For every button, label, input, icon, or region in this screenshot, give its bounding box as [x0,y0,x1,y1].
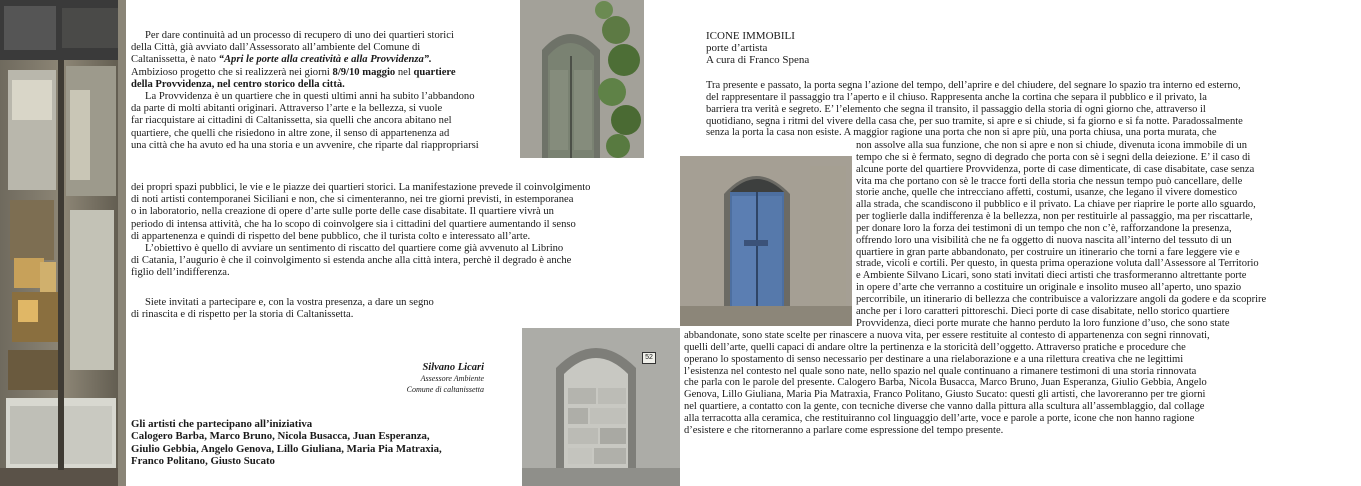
blue-door-photo [680,156,852,326]
article-text-bottom: abbandonate, sono state scelte per rinascere a nuova vita, per essere restituite al contesto di appartenenza con segni rinnovati, quelli dell’arte, quelli capaci di andare oltre la pertinenza e la storicità dell’oggetto. Attraverso pratiche e procedure che operano lo spostamento di senso necessario per destinare a una rielaborazione e a una rilettura creativa che ne legittimi l’esistenza nel contesto nel quale sono nate, nello spazio nel quale continuano a rimanere testimoni di una storia rinnovata che parla con le parole del presente. Calogero Barba, Nicola Busacca, Marco Bruno, Juan Esperanza, Giulio Gebbia, Angelo Genova, Lillo Giuliana, Maria Pia Matraxia, Franco Politano, Giusto Sucato: questi gli artisti, che lavoreranno per tre giorni nel quartiere, a contatto con la gente, con tecniche diverse che vanno dalla pittura alla scultura all’assemblaggio, dal collage alla terracotta alla ceramica, che restituiranno col linguaggio dell’arte, voce e parole a porte, icone che non hanno ragione d’esistere e che ritorneranno a parlare come espressione del tempo presente. [684,330,1210,436]
article-subtitle: porte d’artista [706,42,768,54]
signature-role: Assessore Ambiente [420,374,484,383]
signature-office: Comune di caltanissetta [406,385,484,394]
article-text-wrap: non assolve alla sua funzione, che non si apre e non si chiude, divenuta icona immobile di un tempo che si è fermato, segno di degrado che porta con sè i segni della deiezione. E’ il caso di alcune porte del quartiere Provvidenza, porte di case dimenticate, di case disabitate, case senza vita ma che portano con sè le tracce forti della storia che nessun tempo può cancellare, delle storie anche, quelle che intrecciano affetti, costumi, usanze, che legano il vivere domestico alla strada, che scandiscono il pubblico e il privato. La chiave per riaprire le porte allo sguardo, per toglierle dalla indifferenza è la bellezza, non per restituirle al passaggio, ma per riscattarle, per donare loro la forza dei testimoni di un tempo che non c’è, rafforzandone la presenza, offrendo loro una visibilità che ne fa oggetto di nuova nascita all’interno del tessuto di un quartiere in gran parte abbandonato, per costruire un itinerario che torni a fare leggere vie e strade, vicoli e cortili. Per questo, in questa prima operazione voluta dall’Assessore al Territorio e Ambiente Silvano Licari, sono stati invitati dieci artisti che trasformeranno altrettante porte in opere d’arte che verranno a costituire un originale e insolito museo all’aperto, uno spazio percorribile, un itinerario di bellezza che contribuisce a valorizzare angoli da godere e da scoprire anche per i loro caratteri pittoreschi. Dieci porte di case disabitate, nello storico quartiere Provvidenza, dieci porte murate che hanno perduto la loro funzione d’uso, che sono state [856,140,1267,329]
walled-door-photo [522,328,680,486]
invitation-text: Siete invitati a partecipare e, con la vostra presenza, a dare un segno di rinascita e di rispetto per la storia di Caltanissetta. [131,297,434,321]
weathered-door-photo [0,0,126,486]
signature-name: Silvano Licari [422,362,484,373]
artists-line: Franco Politano, Giusto Sucato [131,455,275,468]
artists-line: Calogero Barba, Marco Bruno, Nicola Busacca, Juan Esperanza, [131,430,430,443]
artists-line: Giulio Gebbia, Angelo Genova, Lillo Giuliana, Maria Pia Matraxia, [131,442,442,455]
door-number-tag: 52 [642,352,656,364]
article-header [706,30,906,66]
intro-text-wide: dei propri spazi pubblici, le vie e le piazze dei quartieri storici. La manifestazione prevede il coinvolgimento di noti artisti contemporanei Siciliani e non, che si cimenteranno, nei tre giorni previsti, in estemporanea o in laboratorio, nella creazione di opere d’arte sulle porte delle case disabitate. Il quartiere vivrà un periodo di intensa attività, che ha lo scopo di coinvolgere sia i cittadini del quartiere aumentando il senso di appartenenza e quindi di rispetto del bene pubblico, che il turista colto e interessato all’arte. L’obiettivo è quello di avviare un sentimento di riscatto del quartiere come già avvenuto al Librino di Catania, l’augurio è che il coinvolgimento si estenda anche alla città intera, perchè il degrado è anche figlio dell’indifferenza. [131,182,591,279]
artists-block [131,418,521,468]
signature-block [360,362,484,395]
artists-title: Gli artisti che partecipano all’iniziativa [131,418,313,430]
intro-text-narrow: Per dare continuità ad un processo di recupero di uno dei quartieri storici della Città, già avviato dall’Assessorato all’ambiente del Comune di Caltanissetta, è nato “Apri le porte alla creatività e alla Provvidenza”. Ambizioso progetto che si realizzerà nei giorni 8/9/10 maggio nel quartiere della Provvidenza, nel centro storico della città. La Provvidenza è un quartiere che in questi ultimi anni ha subito l’abbandono da parte di molti abitanti originari. Attraverso l’arte e la bellezza, si vuole far riacquistare ai cittadini di Caltanissetta, sia quelli che ancora abitano nel quartiere, che quelli che risiedono in altre zone, il senso di appartenenza ad una città che ha avuto ed ha una storia e un avvenire, che riparte dal riappropriarsi [131,30,479,151]
article-text-full: Tra presente e passato, la porta segna l’azione del tempo, dell’aprire e del chiudere, del segnare lo spazio tra interno ed esterno, del rappresentare il passaggio tra l’aperto e il chiuso. Rappresenta anche la cortina che separa il pubblico e il privato, la barriera tra verità e segreto. E’ l’elemento che segna il transito, il passaggio della storia di ogni giorno che, attraverso il quotidiano, segna i ritmi del vivere della casa che, per suo tramite, si apre e si chiude, si fa giorno e si fa notte. Paradossalmente senza la porta la casa non esiste. A maggior ragione una porta che non si apre più, una porta chiusa, una porta murata, che [706,80,1243,139]
article-curator: A cura di Franco Spena [706,54,810,66]
arched-door-ivy-photo [520,0,644,158]
article-title: ICONE IMMOBILI [706,30,795,42]
